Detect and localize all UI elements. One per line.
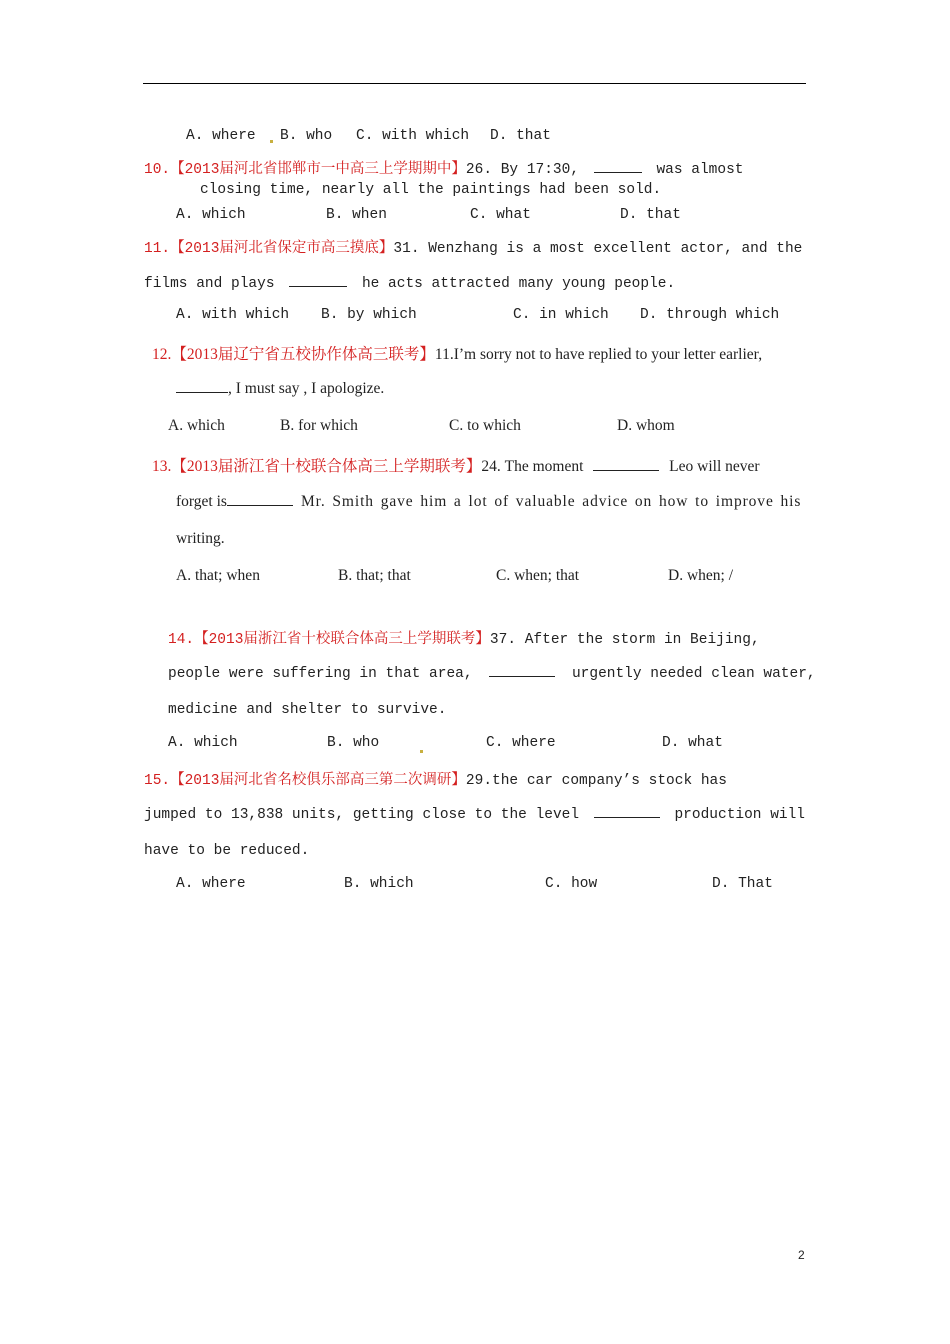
- answer-blank[interactable]: [594, 805, 660, 818]
- option-c[interactable]: C. when; that: [496, 567, 580, 584]
- question-text: 31. Wenzhang is a most excellent actor, and the: [393, 241, 803, 257]
- option-b[interactable]: B. by which: [321, 307, 417, 323]
- option-a[interactable]: A. with which: [176, 307, 290, 323]
- question-text: forget is: [176, 493, 227, 510]
- option-d[interactable]: D. when; /: [668, 567, 734, 584]
- question-source: 【2013届河北省名校俱乐部高三第二次调研】: [170, 773, 466, 789]
- option-b[interactable]: B. who: [280, 128, 333, 144]
- question-text: jumped to 13,838 units, getting close to the level: [144, 807, 580, 823]
- option-a[interactable]: A. which: [168, 735, 238, 751]
- option-d[interactable]: D. that: [490, 128, 551, 144]
- answer-blank[interactable]: [594, 160, 642, 173]
- option-b[interactable]: B. that; that: [338, 567, 411, 584]
- option-d[interactable]: D. that: [620, 207, 681, 223]
- option-a[interactable]: A. which: [168, 417, 225, 434]
- page-number: 2: [798, 1248, 805, 1262]
- question-text: have to be reduced.: [144, 843, 310, 859]
- option-d[interactable]: D. what: [662, 735, 723, 751]
- question-text: medicine and shelter to survive.: [168, 702, 447, 718]
- question-text: people were suffering in that area,: [168, 666, 473, 682]
- question-source: 【2013届辽宁省五校协作体高三联考】: [171, 346, 435, 363]
- question-text: was almost: [656, 162, 744, 178]
- option-d[interactable]: D. That: [712, 876, 773, 892]
- question-text: Leo will never: [669, 458, 760, 475]
- option-a[interactable]: A. that; when: [176, 567, 260, 584]
- question-number: 11.: [144, 241, 171, 257]
- option-a[interactable]: A. where: [186, 128, 256, 144]
- question-source: 【2013届浙江省十校联合体高三上学期联考】: [171, 458, 482, 475]
- question-source: 【2013届河北省邯郸市一中高三上学期期中】: [170, 162, 466, 178]
- question-text: writing.: [176, 530, 225, 547]
- question-text: urgently needed clean water,: [571, 666, 816, 682]
- option-b[interactable]: B. for which: [280, 417, 358, 434]
- question-text: closing time, nearly all the paintings had been sold.: [200, 182, 662, 198]
- question-text: 37. After the storm in Beijing,: [489, 632, 760, 648]
- option-d[interactable]: D. whom: [617, 417, 675, 434]
- stray-dot: [420, 742, 423, 758]
- option-b[interactable]: B. when: [326, 207, 387, 223]
- header-rule: [143, 83, 806, 84]
- option-c[interactable]: C. where: [486, 735, 556, 751]
- option-a[interactable]: A. where: [176, 876, 246, 892]
- option-c[interactable]: C. in which: [513, 307, 609, 323]
- question-number: 13.: [152, 458, 172, 475]
- stray-dot: [270, 132, 273, 148]
- question-text: , I must say , I apologize.: [228, 380, 385, 397]
- option-c[interactable]: C. with which: [356, 128, 470, 144]
- question-text: 24. The moment: [481, 458, 584, 475]
- answer-blank[interactable]: [227, 493, 293, 506]
- question-text: Mr. Smith gave him a lot of valuable advice on how to improve his: [300, 493, 802, 510]
- question-text: production will: [674, 807, 806, 823]
- question-text: he acts attracted many young people.: [361, 276, 676, 292]
- question-number: 15.: [144, 773, 171, 789]
- question-number: 14.: [168, 632, 195, 648]
- option-b[interactable]: B. who: [327, 735, 380, 751]
- option-c[interactable]: C. how: [545, 876, 598, 892]
- question-text: 11.I’m sorry not to have replied to your letter earlier,: [434, 346, 763, 363]
- answer-blank[interactable]: [593, 458, 659, 471]
- answer-blank[interactable]: [289, 274, 347, 287]
- question-number: 10.: [144, 162, 171, 178]
- question-number: 12.: [152, 346, 172, 363]
- question-text: 26. By 17:30,: [465, 162, 580, 178]
- question-source: 【2013届浙江省十校联合体高三上学期联考】: [194, 632, 490, 648]
- option-c[interactable]: C. what: [470, 207, 531, 223]
- question-text: films and plays: [144, 276, 275, 292]
- question-source: 【2013届河北省保定市高三摸底】: [170, 241, 394, 257]
- option-c[interactable]: C. to which: [449, 417, 521, 434]
- answer-blank[interactable]: [489, 664, 555, 677]
- question-text: 29.the car company’s stock has: [465, 773, 727, 789]
- option-d[interactable]: D. through which: [640, 307, 780, 323]
- answer-blank[interactable]: [176, 380, 228, 393]
- option-b[interactable]: B. which: [344, 876, 414, 892]
- option-a[interactable]: A. which: [176, 207, 246, 223]
